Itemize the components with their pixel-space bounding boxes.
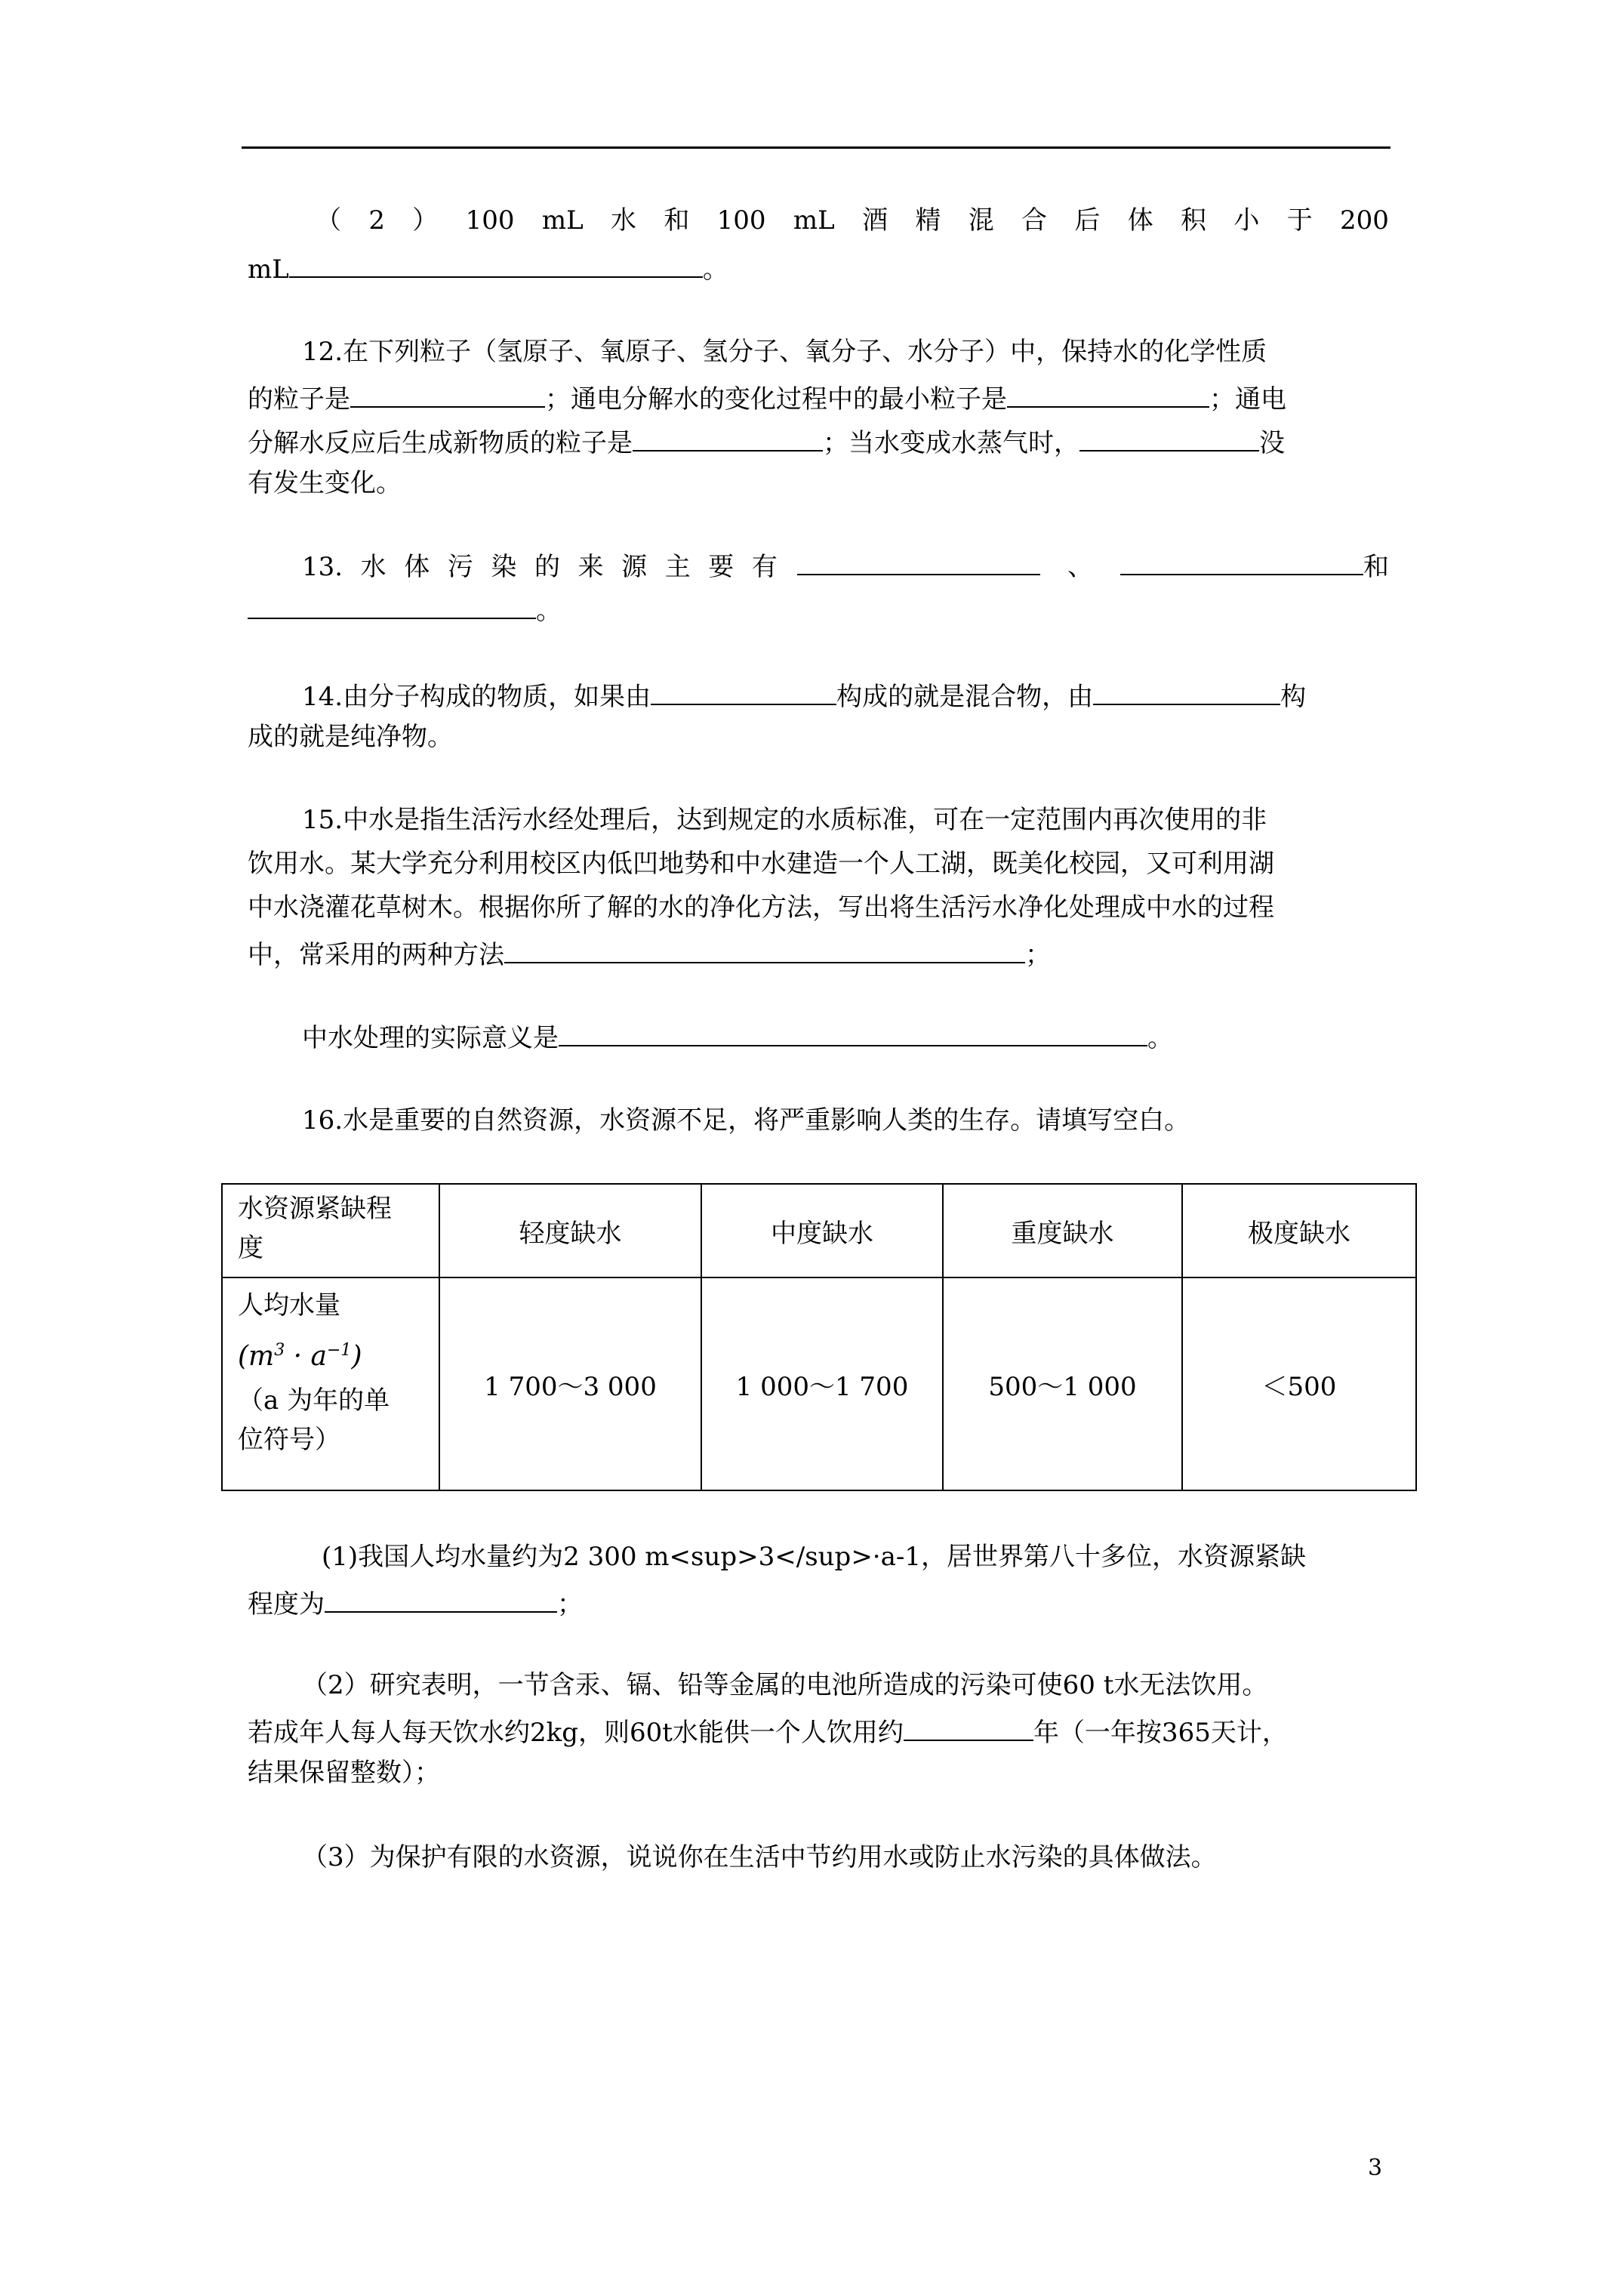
- q16-part2-line2: [248, 1712, 1288, 1749]
- q16-intro: 16.水是重要的自然资源，水资源不足，将严重影响人类的生存。请填写空白。: [302, 1105, 1190, 1136]
- text: ；: [557, 1589, 583, 1620]
- q11-end: 。: [702, 254, 728, 285]
- and-word: 和: [1363, 552, 1389, 582]
- q16-part3: （3）为保护有限的水资源，说说你在生活中节约用水或防止水污染的具体做法。: [302, 1842, 1217, 1872]
- text: 中，常采用的两种方法: [248, 940, 504, 970]
- table-cell: 1 700～3 000: [439, 1277, 701, 1490]
- text: 构成的就是混合物，由: [836, 682, 1094, 712]
- word: 合: [1021, 205, 1048, 236]
- q12-line3: [248, 423, 1285, 460]
- q13-line1: [302, 547, 1389, 584]
- q12-line1: 12.在下列粒子（氢原子、氧原子、氢分子、氧分子、水分子）中，保持水的化学性质: [302, 337, 1267, 367]
- answer-blank[interactable]: [651, 676, 836, 705]
- word: ）: [412, 205, 439, 236]
- text: 。: [1147, 1023, 1173, 1053]
- word: 精: [915, 205, 941, 236]
- word: mL: [541, 205, 584, 236]
- word: 200: [1340, 205, 1389, 236]
- q15-line5: [302, 1018, 1173, 1055]
- word: 水: [611, 205, 637, 236]
- q16-part1-line2: [248, 1584, 583, 1621]
- answer-blank[interactable]: [248, 590, 536, 619]
- separator: 、: [1067, 552, 1093, 582]
- table-cell: [222, 1277, 439, 1490]
- q16-part1-line1: (1)我国人均水量约为2 300 m<sup>3</sup>·a-1，居世界第八十多位，水资源紧缺: [322, 1542, 1307, 1572]
- word: 源: [621, 552, 648, 582]
- text: ；通电: [1209, 384, 1286, 415]
- answer-blank[interactable]: [350, 379, 545, 408]
- q13-number: 13.: [302, 552, 343, 582]
- word: 要: [708, 552, 735, 582]
- row-label-line: 人均水量: [238, 1290, 340, 1321]
- header-line: 水资源紧缺程: [238, 1194, 392, 1224]
- word: 来: [577, 552, 604, 582]
- unit-formula: $(m^3 \cdot a^{-1})$: [238, 1341, 362, 1372]
- table-cell: ＜500: [1182, 1277, 1416, 1490]
- q15-line3: 中水浇灌花草树木。根据你所了解的水的净化方法，写出将生活污水净化处理成中水的过程: [248, 892, 1274, 923]
- word: 有: [751, 552, 778, 582]
- word: 和: [664, 205, 690, 236]
- header-rule: [242, 146, 1390, 149]
- q11-part2-line2: [248, 249, 728, 286]
- word: mL: [793, 205, 835, 236]
- word: 后: [1074, 205, 1101, 236]
- text: 。: [536, 596, 562, 626]
- q13-line2: [248, 590, 562, 627]
- word: 100: [716, 205, 766, 236]
- table-row: [222, 1277, 1416, 1490]
- table-header-cell: 中度缺水: [701, 1184, 943, 1277]
- answer-blank[interactable]: [1120, 547, 1363, 575]
- answer-blank[interactable]: [289, 249, 703, 278]
- answer-blank[interactable]: [504, 935, 1025, 963]
- table-cell: 500～1 000: [943, 1277, 1182, 1490]
- word: 小: [1233, 205, 1260, 236]
- q11-unit: mL: [248, 254, 289, 285]
- text: ；: [1025, 940, 1051, 970]
- table-cell: 1 000～1 700: [701, 1277, 943, 1490]
- word: 的: [534, 552, 560, 582]
- answer-blank[interactable]: [559, 1018, 1147, 1046]
- q12-line2: [248, 379, 1286, 416]
- word: 2: [368, 205, 385, 236]
- water-scarcity-table: [221, 1183, 1417, 1491]
- answer-blank[interactable]: [1079, 423, 1259, 451]
- text: 年（一年按365天计，: [1033, 1718, 1288, 1748]
- q16-part2-line3: 结果保留整数）；: [248, 1758, 440, 1788]
- q12-line4: 有发生变化。: [248, 468, 402, 498]
- word: （: [316, 205, 341, 236]
- answer-blank[interactable]: [1007, 379, 1209, 408]
- word: 主: [664, 552, 691, 582]
- text: 构: [1280, 682, 1307, 712]
- word: 酒: [862, 205, 888, 236]
- text: 没: [1259, 428, 1285, 458]
- word: 染: [491, 552, 517, 582]
- text: 程度为: [248, 1589, 325, 1620]
- word: 水: [360, 552, 387, 582]
- q15-line4: [248, 935, 1051, 972]
- text: 中水处理的实际意义是: [302, 1023, 559, 1053]
- text: 14.由分子构成的物质，如果由: [302, 682, 651, 712]
- q15-line1: 15.中水是指生活污水经处理后，达到规定的水质标准，可在一定范围内再次使用的非: [302, 805, 1267, 835]
- page-number: 3: [1368, 2155, 1383, 2181]
- header-line: 度: [238, 1233, 263, 1263]
- word: 体: [1127, 205, 1153, 236]
- word: 混: [968, 205, 994, 236]
- q11-part2-line1: [316, 204, 1389, 237]
- table-header-row: [222, 1184, 1416, 1277]
- text: ；通电分解水的变化过程中的最小粒子是: [545, 384, 1007, 415]
- word: 于: [1286, 205, 1313, 236]
- word: 100: [465, 205, 515, 236]
- q16-part2-line1: （2）研究表明，一节含汞、镉、铅等金属的电池所造成的污染可使60 t水无法饮用。: [302, 1670, 1268, 1700]
- text: 分解水反应后生成新物质的粒子是: [248, 428, 633, 458]
- answer-blank[interactable]: [325, 1584, 557, 1613]
- text: 若成年人每人每天饮水约2kg，则60t水能供一个人饮用约: [248, 1718, 904, 1748]
- table-header-cell: 轻度缺水: [439, 1184, 701, 1277]
- q15-line2: 饮用水。某大学充分利用校区内低凹地势和中水建造一个人工湖，既美化校园，又可利用湖: [248, 849, 1274, 879]
- text: ；当水变成水蒸气时，: [823, 428, 1079, 458]
- table-header-cell: [222, 1184, 439, 1277]
- table-header-cell: 重度缺水: [943, 1184, 1182, 1277]
- word: 体: [404, 552, 430, 582]
- row-label-line: 位符号）: [238, 1425, 340, 1455]
- row-label-line: （a 为年的单: [238, 1385, 390, 1416]
- q14-line2: 成的就是纯净物。: [248, 722, 453, 752]
- answer-blank[interactable]: [1093, 676, 1280, 705]
- q14-line1: [302, 676, 1306, 713]
- word: 积: [1181, 205, 1207, 236]
- table-header-cell: 极度缺水: [1182, 1184, 1416, 1277]
- answer-blank[interactable]: [797, 547, 1040, 575]
- answer-blank[interactable]: [633, 423, 823, 451]
- text: 的粒子是: [248, 384, 350, 415]
- answer-blank[interactable]: [904, 1712, 1033, 1741]
- word: 污: [447, 552, 473, 582]
